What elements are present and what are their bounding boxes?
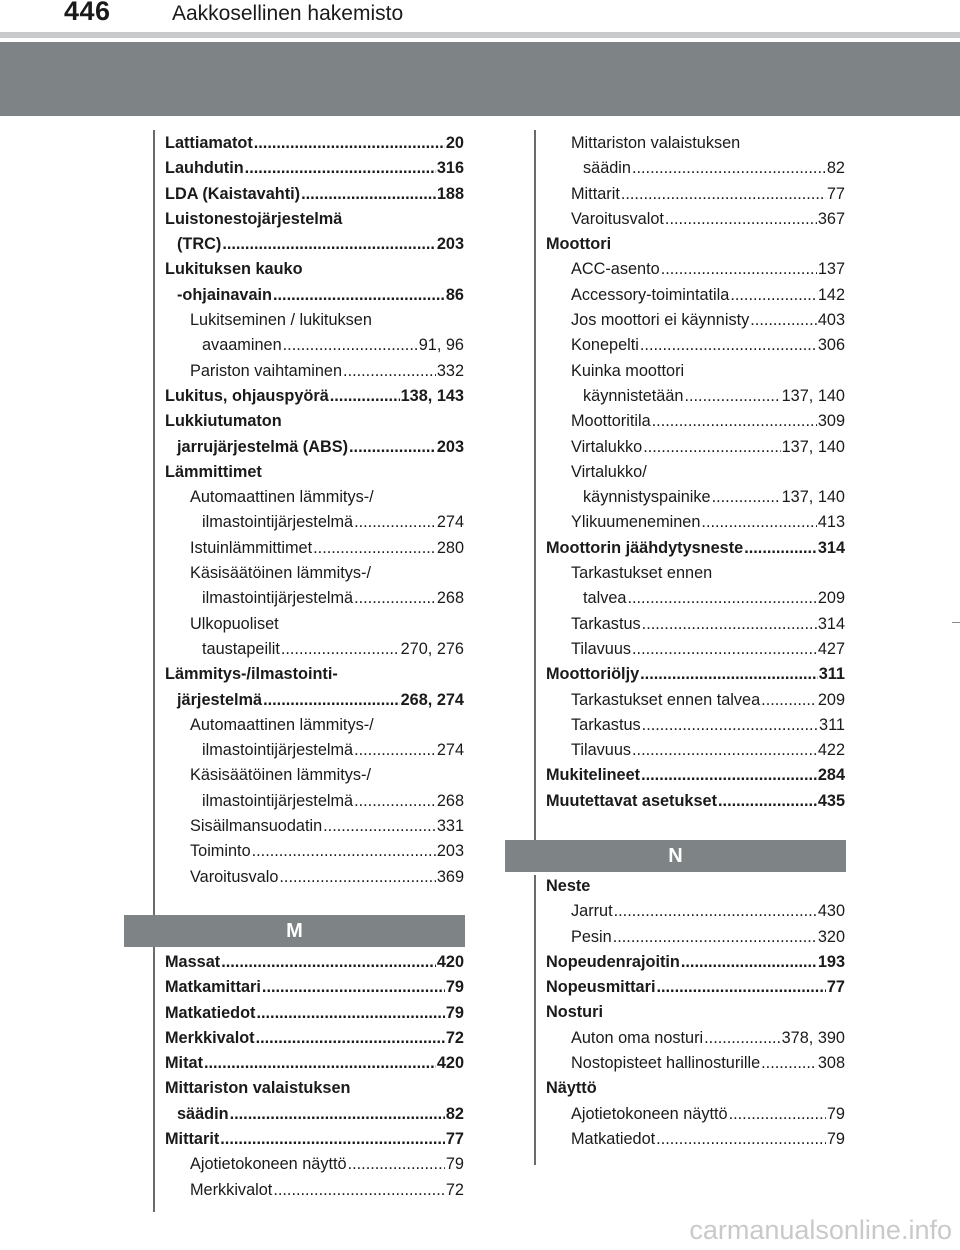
index-column-right-n [546, 874, 845, 1152]
index-term: Nopeudenrajoitin [546, 952, 680, 971]
index-entry [165, 688, 464, 713]
index-term: Jos moottori ei käynnisty [571, 311, 750, 330]
dot-leader [681, 950, 817, 975]
index-term: Tilavuus [571, 741, 632, 760]
index-entry [165, 333, 464, 358]
page-reference: 268 [436, 791, 464, 810]
page-reference: 378, 390 [781, 1028, 845, 1047]
index-term: jarrujärjestelmä (ABS) [177, 437, 349, 456]
index-entry [546, 308, 845, 333]
index-entry [165, 232, 464, 257]
index-entry [546, 207, 845, 232]
page-reference: 72 [445, 1180, 464, 1199]
index-entry [546, 435, 845, 460]
index-term: Matkatiedot [571, 1129, 656, 1148]
dot-leader [313, 536, 436, 561]
index-entry [546, 384, 845, 409]
index-entry [546, 688, 845, 713]
dot-leader [643, 435, 780, 460]
page-reference: 268, 274 [400, 690, 464, 709]
index-entry [165, 1051, 464, 1076]
index-entry [165, 865, 464, 890]
dot-leader [204, 1051, 436, 1076]
index-column-right [546, 131, 845, 814]
index-term: Ylikuumeneminen [571, 513, 701, 532]
index-term: (TRC) [177, 235, 222, 254]
page-header [0, 0, 960, 32]
page-reference: 82 [826, 159, 845, 178]
index-term: Mittarit [165, 1130, 220, 1149]
index-entry [165, 713, 464, 738]
index-entry [165, 460, 464, 485]
dot-leader [640, 333, 817, 358]
index-entry [546, 333, 845, 358]
index-entry [546, 899, 845, 924]
index-entry [165, 207, 464, 232]
page-reference: 137, 140 [781, 437, 845, 456]
index-entry [546, 586, 845, 611]
index-entry [165, 637, 464, 662]
index-entry [165, 975, 464, 1000]
dot-leader [262, 975, 445, 1000]
index-term: säädin [583, 159, 631, 178]
edge-tick [952, 622, 960, 623]
dot-leader [301, 182, 436, 207]
page-reference: 268 [436, 589, 464, 608]
index-entry [165, 1026, 464, 1051]
index-entry [165, 409, 464, 434]
index-term: Muutettavat asetukset [546, 791, 718, 810]
index-entry [165, 1076, 464, 1101]
index-term: Automaattinen lämmitys-/ [190, 488, 374, 507]
page-reference: 369 [436, 867, 464, 886]
index-entry [546, 789, 845, 814]
index-entry [165, 156, 464, 181]
index-entry [165, 510, 464, 535]
index-entry [165, 789, 464, 814]
index-term: Mittarit [571, 184, 620, 203]
index-term: Lukitus, ohjauspyörä [165, 386, 329, 405]
index-term: talvea [583, 589, 627, 608]
dot-leader [665, 207, 817, 232]
index-entry [546, 874, 845, 899]
page-reference: 142 [817, 285, 845, 304]
index-term: ilmastointijärjestelmä [202, 513, 354, 532]
index-term: Konepelti [571, 336, 639, 355]
page-number: 446 [64, 0, 111, 26]
index-term: Moottori [546, 235, 612, 254]
dot-leader [712, 485, 781, 510]
index-entry [546, 460, 845, 485]
page-reference: 284 [817, 766, 845, 785]
index-term: Ulkopuoliset [190, 614, 279, 633]
dot-leader [220, 1127, 445, 1152]
index-entry [546, 510, 845, 535]
index-entry [546, 257, 845, 282]
page-reference: 203 [436, 842, 464, 861]
index-term: Accessory-toimintatila [571, 285, 730, 304]
index-term: Lukitseminen / lukituksen [190, 311, 372, 330]
dot-leader [656, 1127, 826, 1152]
index-entry [546, 536, 845, 561]
dot-leader [684, 384, 780, 409]
dot-leader [343, 359, 436, 384]
page-reference: 311 [819, 715, 845, 734]
dot-leader [641, 763, 817, 788]
index-term: Varoitusvalot [571, 209, 664, 228]
page-reference: 137 [817, 260, 845, 279]
dot-leader [652, 409, 817, 434]
index-term: Käsisäätöinen lämmitys-/ [190, 564, 371, 583]
dot-leader [656, 975, 825, 1000]
index-entry [165, 536, 464, 561]
page-reference: 79 [445, 978, 464, 997]
page-reference: 311 [818, 665, 845, 684]
page-reference: 332 [436, 361, 464, 380]
page-reference: 314 [817, 538, 845, 557]
index-entry [165, 586, 464, 611]
dot-leader [730, 283, 816, 308]
page-reference: 77 [445, 1130, 464, 1149]
dot-leader [632, 738, 817, 763]
dot-leader [750, 308, 817, 333]
index-term: Tilavuus [571, 639, 632, 658]
index-term: Massat [165, 953, 221, 971]
index-entry [165, 950, 464, 975]
index-term: Moottoritila [571, 412, 651, 431]
section-header-n [505, 840, 846, 872]
index-term: Lukkiutumaton [165, 412, 282, 431]
dot-leader [642, 713, 818, 738]
page-reference: 420 [436, 1054, 464, 1073]
index-term: Merkkivalot [190, 1180, 273, 1199]
dot-leader [354, 586, 436, 611]
index-term: Merkkivalot [165, 1028, 255, 1047]
index-entry [546, 738, 845, 763]
index-entry [165, 308, 464, 333]
index-term: Mittariston valaistuksen [165, 1079, 351, 1098]
index-entry [165, 763, 464, 788]
index-term: käynnistetään [583, 386, 684, 405]
index-entry [546, 359, 845, 384]
index-entry [546, 283, 845, 308]
section-header-m [124, 915, 465, 947]
page-reference: 82 [445, 1104, 464, 1123]
index-entry [546, 1102, 845, 1127]
index-term: Luistonestojärjestelmä [165, 209, 343, 228]
page-reference: 77 [826, 184, 845, 203]
index-term: Tarkastus [571, 715, 641, 734]
dot-leader [221, 950, 436, 975]
page-reference: 137, 140 [781, 386, 845, 405]
index-entry [546, 662, 845, 687]
dot-leader [354, 789, 436, 814]
dot-leader [632, 156, 826, 181]
index-term: Tarkastukset ennen [571, 564, 713, 583]
page-reference: 413 [817, 513, 845, 532]
page-reference: 270, 276 [400, 639, 464, 658]
dot-leader [245, 156, 436, 181]
dot-leader [701, 510, 816, 535]
index-term: Käsisäätöinen lämmitys-/ [190, 766, 371, 785]
index-entry [546, 561, 845, 586]
index-term: Istuinlämmittimet [190, 538, 313, 557]
index-entry [165, 1178, 464, 1203]
dot-leader [613, 925, 817, 950]
dot-leader [349, 435, 436, 460]
index-entry [546, 925, 845, 950]
index-term: Nopeusmittari [546, 978, 656, 997]
index-term: Ajotietokoneen näyttö [571, 1104, 728, 1123]
page-reference: 422 [817, 741, 845, 760]
dot-leader [729, 1102, 826, 1127]
dot-leader [273, 1178, 445, 1203]
dot-leader [704, 1026, 780, 1051]
page-reference: 77 [826, 978, 845, 997]
index-entry [546, 975, 845, 1000]
index-entry [165, 182, 464, 207]
index-term: Tarkastus [571, 614, 641, 633]
index-term: Virtalukko [571, 437, 643, 456]
index-term: Tarkastukset ennen talvea [571, 690, 761, 709]
index-entry [165, 1001, 464, 1026]
right-column-divider [534, 130, 536, 840]
index-term: Mittariston valaistuksen [571, 134, 741, 152]
dot-leader [252, 839, 436, 864]
index-entry [546, 1076, 845, 1101]
index-term: Lauhdutin [165, 159, 244, 178]
index-term: Lämmittimet [165, 462, 262, 481]
page-reference: 308 [817, 1054, 845, 1073]
index-term: Nosturi [546, 1003, 603, 1022]
page-reference: 209 [817, 690, 845, 709]
index-entry [165, 662, 464, 687]
page-reference: 314 [817, 614, 845, 633]
dot-leader [283, 333, 418, 358]
page-reference: 320 [817, 927, 845, 946]
index-term: Moottorin jäähdytysneste [546, 538, 744, 557]
dot-leader [254, 131, 445, 156]
index-term: Auton oma nosturi [571, 1028, 704, 1047]
page-reference: 20 [445, 134, 464, 152]
dot-leader [632, 637, 817, 662]
index-entry [546, 485, 845, 510]
index-column-left-m [165, 950, 464, 1203]
dot-leader [718, 789, 817, 814]
page-reference: 188 [436, 184, 464, 203]
index-entry [165, 1127, 464, 1152]
index-entry [546, 232, 845, 257]
dot-leader [222, 232, 436, 257]
page-reference: 331 [436, 817, 464, 836]
index-term: Automaattinen lämmitys-/ [190, 715, 374, 734]
dot-leader [330, 384, 400, 409]
index-term: ilmastointijärjestelmä [202, 791, 354, 810]
page-reference: 435 [817, 791, 845, 810]
page-reference: 420 [436, 953, 464, 971]
dot-leader [661, 257, 817, 282]
index-term: Pesin [571, 927, 612, 946]
index-term: Matkamittari [165, 978, 261, 997]
index-term: -ohjainavain [177, 285, 272, 304]
index-term: ilmastointijärjestelmä [202, 741, 354, 760]
dot-leader [744, 536, 817, 561]
index-term: ACC-asento [571, 260, 660, 279]
page-reference: 79 [826, 1104, 845, 1123]
page-reference: 203 [436, 235, 464, 254]
dot-leader [281, 637, 400, 662]
index-term: Nostopisteet hallinosturille [571, 1054, 761, 1073]
index-term: Virtalukko/ [571, 462, 647, 481]
index-term: Lämmitys-/ilmastointi- [165, 665, 338, 684]
index-term: käynnistyspainike [583, 488, 711, 507]
section-letter-m: M [286, 920, 303, 942]
index-entry [165, 485, 464, 510]
index-term: LDA (Kaistavahti) [165, 184, 301, 203]
dot-leader [614, 899, 817, 924]
dot-leader [279, 865, 435, 890]
index-entry [546, 1000, 845, 1025]
dot-leader [273, 283, 445, 308]
index-entry [546, 182, 845, 207]
page-reference: 367 [817, 209, 845, 228]
index-term: Mitat [165, 1054, 203, 1073]
page-reference: 138, 143 [400, 386, 464, 405]
index-term: Varoitusvalo [190, 867, 279, 886]
index-entry [165, 1102, 464, 1127]
index-entry [165, 359, 464, 384]
page-reference: 316 [436, 159, 464, 178]
page-reference: 193 [817, 952, 845, 971]
index-term: Jarrut [571, 902, 613, 921]
index-entry [546, 637, 845, 662]
index-term: Kuinka moottori [571, 361, 685, 380]
index-term: Lukituksen kauko [165, 260, 303, 279]
dot-leader [230, 1102, 445, 1127]
index-term: Matkatiedot [165, 1003, 256, 1022]
index-term: Ajotietokoneen näyttö [190, 1155, 347, 1174]
page-reference: 79 [826, 1129, 845, 1148]
index-column-left [165, 131, 464, 890]
dot-leader [621, 182, 826, 207]
page-reference: 309 [817, 412, 845, 431]
index-entry [165, 1152, 464, 1177]
page-reference: 209 [817, 589, 845, 608]
index-entry [165, 561, 464, 586]
page-reference: 79 [445, 1003, 464, 1022]
page-reference: 203 [436, 437, 464, 456]
header-band [0, 42, 960, 116]
index-term: Lattiamatot [165, 134, 253, 152]
page-reference: 274 [436, 741, 464, 760]
index-term: säädin [177, 1104, 229, 1123]
page-reference: 72 [445, 1028, 464, 1047]
page-reference: 430 [817, 902, 845, 921]
index-entry [546, 409, 845, 434]
index-entry [165, 283, 464, 308]
page-reference: 280 [436, 538, 464, 557]
index-entry [165, 131, 464, 156]
dot-leader [256, 1001, 444, 1026]
index-entry [165, 814, 464, 839]
right-column-divider-lower [534, 875, 536, 1165]
index-term: Toiminto [190, 842, 251, 861]
index-term: Moottoriöljy [546, 665, 640, 684]
page-reference: 79 [445, 1155, 464, 1174]
index-entry [165, 738, 464, 763]
dot-leader [640, 662, 818, 687]
page-reference: 86 [445, 285, 464, 304]
index-term: avaaminen [202, 336, 282, 355]
index-term: Sisäilmansuodatin [190, 817, 323, 836]
page-reference: 306 [817, 336, 845, 355]
index-entry [165, 384, 464, 409]
index-term: ilmastointijärjestelmä [202, 589, 354, 608]
dot-leader [642, 612, 817, 637]
index-entry [546, 1026, 845, 1051]
watermark: carmanualsonline.info [689, 1215, 952, 1245]
header-title: Aakkosellinen hakemisto [172, 2, 404, 25]
index-entry [546, 713, 845, 738]
page-reference: 274 [436, 513, 464, 532]
index-term: Pariston vaihtaminen [190, 361, 343, 380]
dot-leader [256, 1026, 445, 1051]
header-rule [0, 32, 960, 38]
page-reference: 91, 96 [418, 336, 464, 355]
index-entry [546, 612, 845, 637]
index-entry [546, 1127, 845, 1152]
index-entry [546, 156, 845, 181]
index-entry [546, 1051, 845, 1076]
dot-leader [354, 738, 436, 763]
dot-leader [354, 510, 436, 535]
dot-leader [627, 586, 816, 611]
index-entry [546, 950, 845, 975]
index-term: taustapeilit [202, 639, 280, 658]
index-entry [546, 763, 845, 788]
page-reference: 137, 140 [781, 488, 845, 507]
index-entry [165, 839, 464, 864]
dot-leader [761, 1051, 817, 1076]
section-letter-n: N [668, 845, 683, 867]
index-term: järjestelmä [177, 690, 263, 709]
page-reference: 427 [817, 639, 845, 658]
left-column-divider [153, 130, 155, 1212]
index-entry [165, 435, 464, 460]
index-term: Neste [546, 877, 591, 895]
index-term: Mukitelineet [546, 766, 641, 785]
dot-leader [323, 814, 436, 839]
dot-leader [761, 688, 817, 713]
index-entry [165, 257, 464, 282]
index-entry [546, 131, 845, 156]
dot-leader [263, 688, 400, 713]
index-term: Näyttö [546, 1079, 597, 1098]
page-reference: 403 [817, 311, 845, 330]
index-entry [165, 612, 464, 637]
dot-leader [348, 1152, 445, 1177]
